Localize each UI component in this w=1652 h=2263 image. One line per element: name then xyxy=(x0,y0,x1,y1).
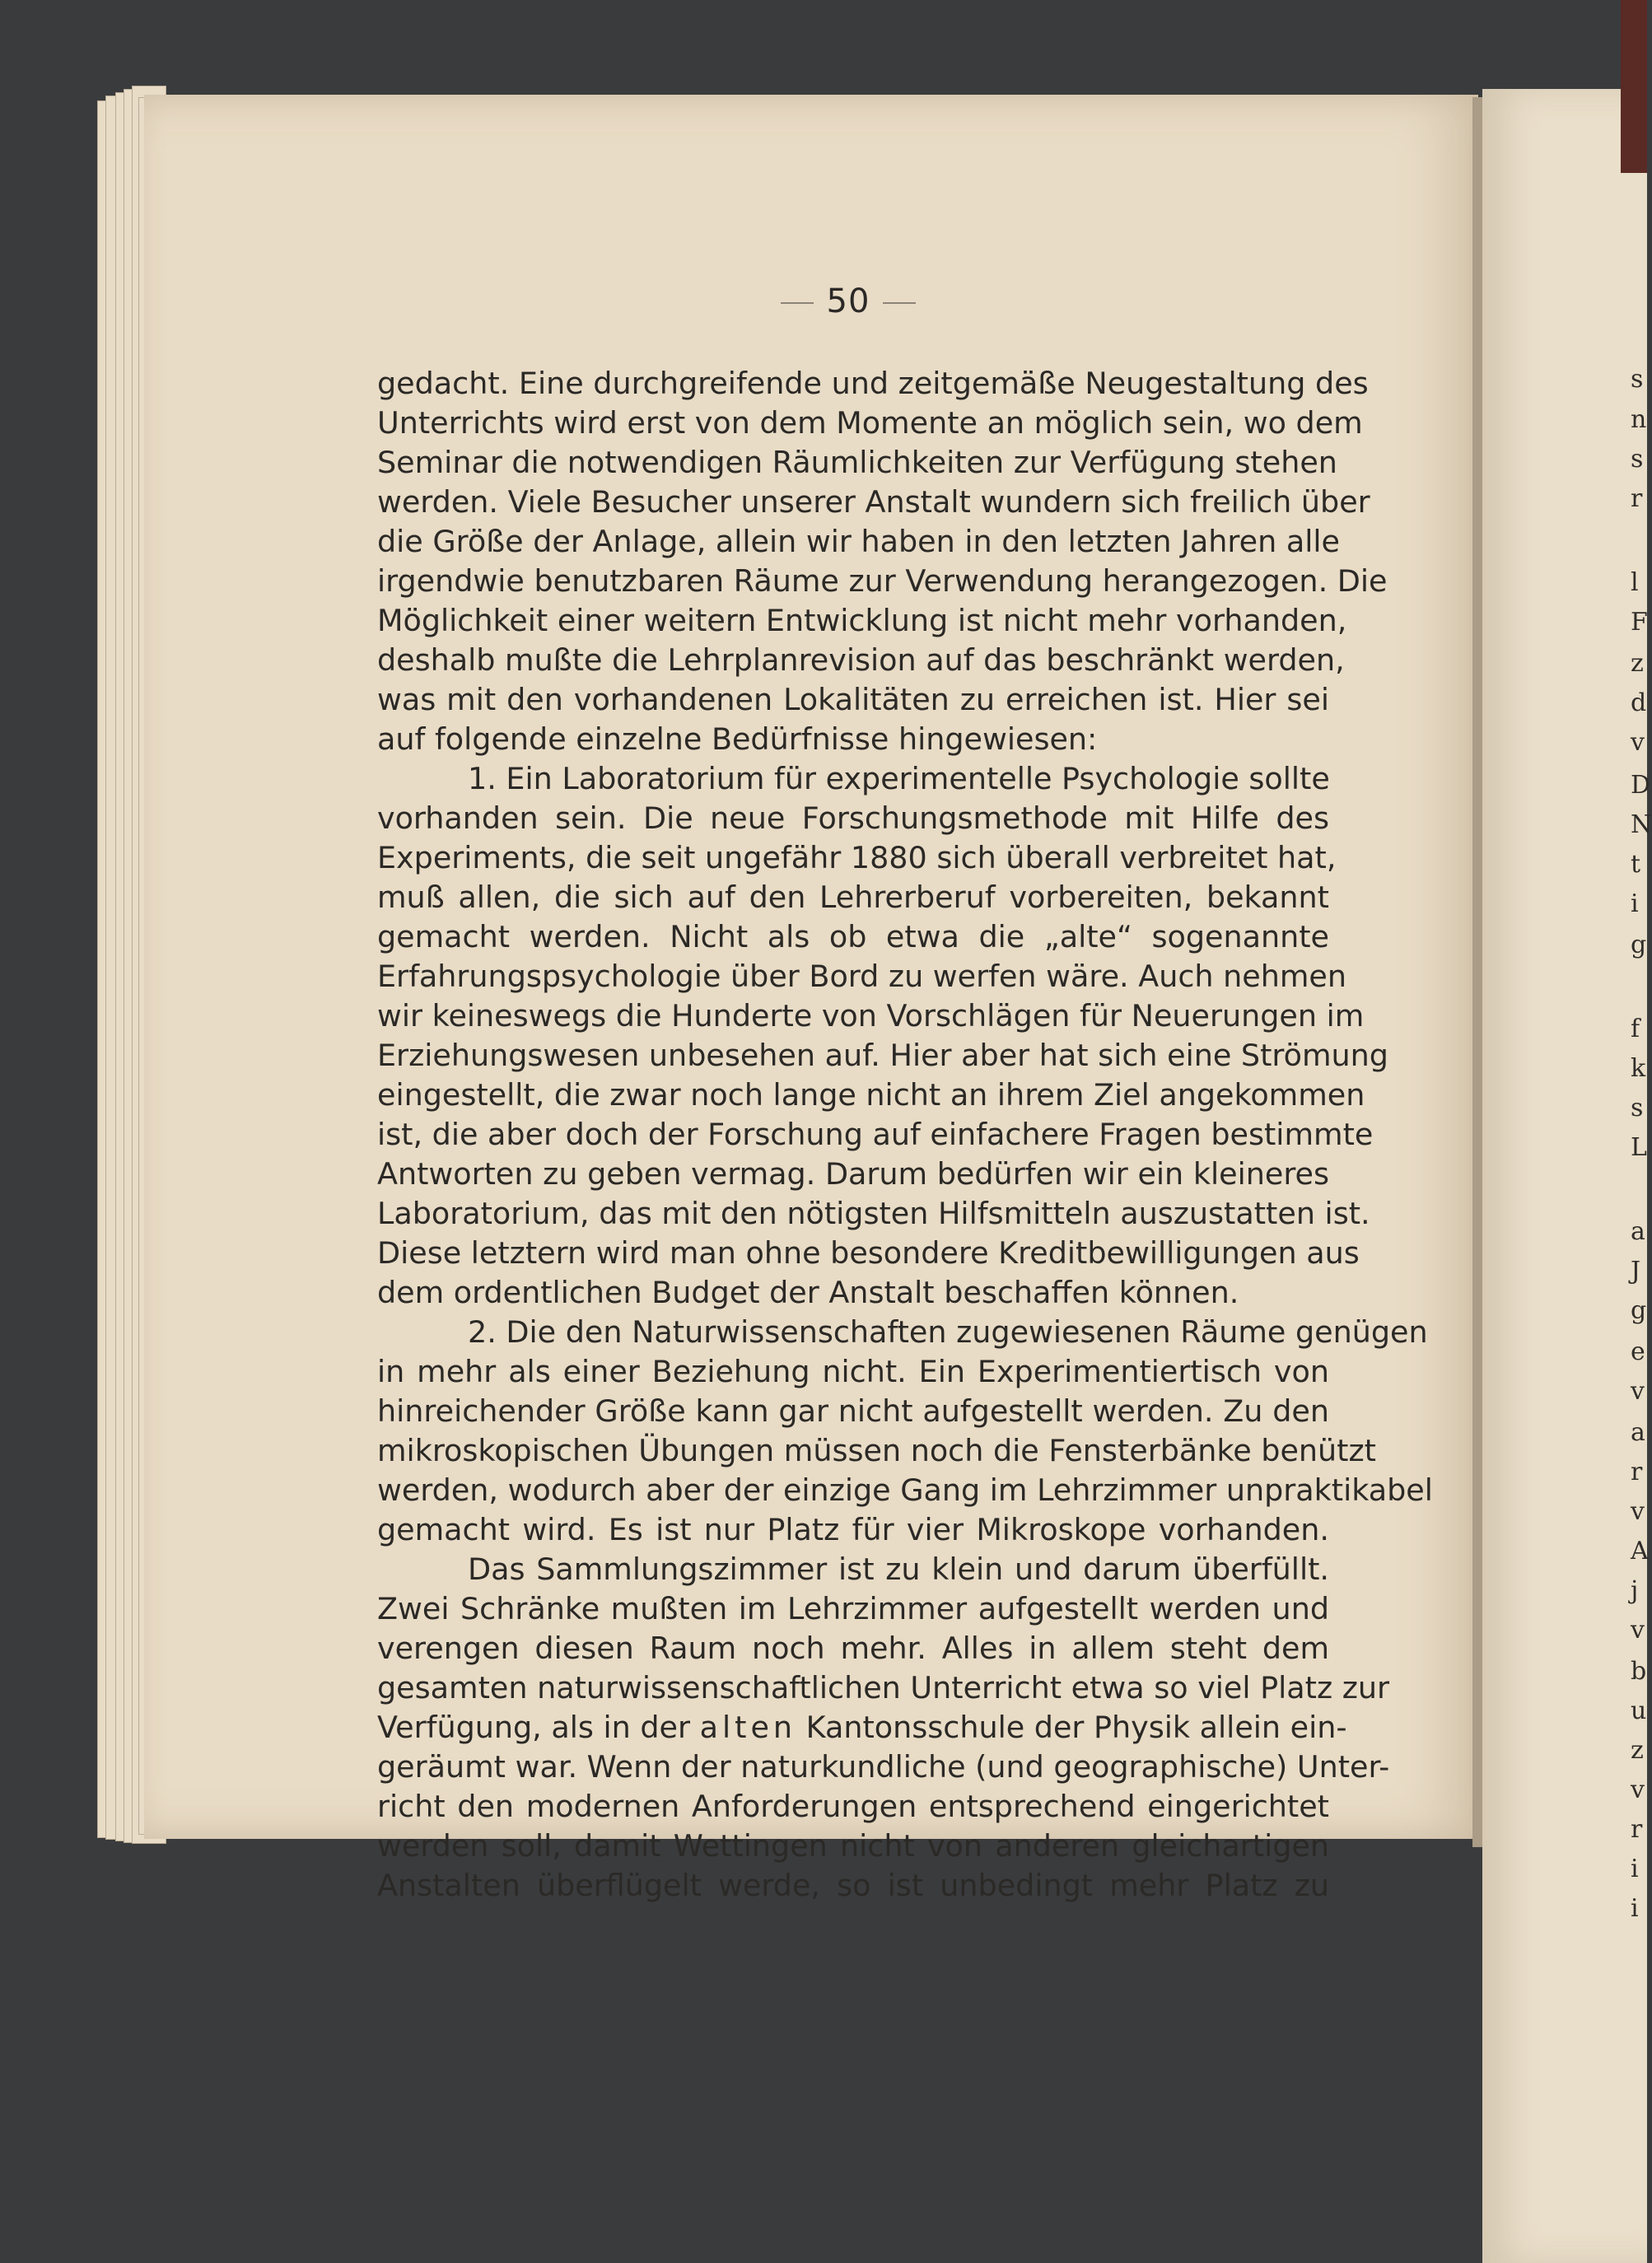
right-page-letter: r xyxy=(1631,1458,1643,1486)
dash-left xyxy=(781,302,814,304)
text-line: wir keineswegs die Hunderte von Vorschlägen für Neuerungen im xyxy=(377,998,1365,1034)
right-page-letter: a xyxy=(1631,1217,1645,1246)
text-line: werden, wodurch aber der einzige Gang im Lehrzimmer unpraktikabel xyxy=(377,1472,1433,1508)
text-line: richt den modernen Anforderungen entsprechend eingerichtet xyxy=(377,1789,1329,1824)
text-line: deshalb mußte die Lehrplanrevision auf das beschränkt werden, xyxy=(377,642,1345,678)
right-page-letter: j xyxy=(1631,1576,1639,1605)
text-line: Zwei Schränke mußten im Lehrzimmer aufgestellt werden und xyxy=(377,1591,1329,1626)
right-page-letter: v xyxy=(1631,1377,1645,1406)
right-page-letter: u xyxy=(1631,1696,1647,1725)
right-page-letter: r xyxy=(1631,1815,1643,1844)
page-number xyxy=(758,282,939,320)
binding-strip xyxy=(1621,0,1647,173)
right-page-letter: t xyxy=(1631,850,1641,879)
text-segment: Kantonsschule der Physik allein ein- xyxy=(796,1710,1347,1745)
text-line: Antworten zu geben vermag. Darum bedürfen wir ein kleineres xyxy=(377,1156,1329,1192)
right-page-letter: b xyxy=(1631,1657,1647,1686)
right-page-letter: e xyxy=(1631,1337,1645,1366)
text-line: eingestellt, die zwar noch lange nicht an ihrem Ziel angekommen xyxy=(377,1077,1365,1113)
text-line: gedacht. Eine durchgreifende und zeitgemäße Neugestaltung des xyxy=(377,366,1369,401)
right-page-edge xyxy=(1482,89,1652,2263)
text-line: in mehr als einer Beziehung nicht. Ein Experimentiertisch von xyxy=(377,1354,1329,1389)
right-page-letter: s xyxy=(1631,445,1644,474)
text-line: irgendwie benutzbaren Räume zur Verwendung herangezogen. Die xyxy=(377,563,1388,599)
right-page-letter: v xyxy=(1631,1616,1645,1645)
text-line: werden soll, damit Wettingen nicht von anderen gleichartigen xyxy=(377,1828,1329,1864)
body-text xyxy=(377,364,1433,1906)
text-line: auf folgende einzelne Bedürfnisse hingewiesen: xyxy=(377,721,1098,757)
right-page-letter: g xyxy=(1631,931,1647,959)
text-line: Das Sammlungszimmer ist zu klein und darum überfüllt. xyxy=(468,1551,1329,1587)
text-line: Erziehungswesen unbesehen auf. Hier aber hat sich eine Strömung xyxy=(377,1038,1388,1073)
right-page-letter: s xyxy=(1631,1094,1644,1122)
right-page-letter: f xyxy=(1631,1015,1640,1043)
right-page-letter: s xyxy=(1631,365,1644,394)
right-page-letter: A xyxy=(1631,1537,1649,1565)
page-number-text: 50 xyxy=(826,282,870,320)
right-page-letter: N xyxy=(1631,810,1652,839)
right-page-letter: k xyxy=(1631,1054,1646,1083)
right-page-letter: F xyxy=(1631,608,1648,637)
text-line: Erfahrungspsychologie über Bord zu werfen wäre. Auch nehmen xyxy=(377,959,1347,994)
right-page-letter: n xyxy=(1631,405,1647,434)
text-line: gemacht wird. Es ist nur Platz für vier Mikroskope vorhanden. xyxy=(377,1512,1329,1547)
right-page-letter: d xyxy=(1631,688,1647,717)
text-line: geräumt war. Wenn der naturkundliche (und geographische) Unter- xyxy=(377,1749,1390,1785)
right-page-letter: v xyxy=(1631,1497,1645,1526)
text-line: Unterrichts wird erst von dem Momente an möglich sein, wo dem xyxy=(377,405,1363,441)
text-line: die Größe der Anlage, allein wir haben in den letzten Jahren alle xyxy=(377,524,1340,559)
text-line: 1. Ein Laboratorium für experimentelle Psychologie sollte xyxy=(468,761,1330,796)
text-line: gesamten naturwissenschaftlichen Unterricht etwa so viel Platz zur xyxy=(377,1670,1390,1705)
right-page-letter: i xyxy=(1631,889,1639,918)
right-page-letter: l xyxy=(1631,568,1639,597)
text-line xyxy=(377,1708,1347,1747)
right-page-letter: z xyxy=(1631,1736,1644,1765)
text-line: werden. Viele Besucher unserer Anstalt wundern sich freilich über xyxy=(377,484,1370,520)
text-line: dem ordentlichen Budget der Anstalt beschaffen können. xyxy=(377,1275,1239,1310)
right-page-letter: v xyxy=(1631,1775,1645,1804)
right-page-letter: i xyxy=(1631,1894,1639,1923)
right-page-letter: L xyxy=(1631,1133,1647,1162)
spaced-word: alten xyxy=(699,1710,797,1745)
text-line: vorhanden sein. Die neue Forschungsmethode mit Hilfe des xyxy=(377,800,1329,836)
text-line: was mit den vorhandenen Lokalitäten zu erreichen ist. Hier sei xyxy=(377,682,1329,717)
text-line: verengen diesen Raum noch mehr. Alles in allem steht dem xyxy=(377,1631,1329,1666)
right-page-letter: g xyxy=(1631,1296,1647,1325)
right-page-letter: z xyxy=(1631,649,1644,678)
right-page-letter: D xyxy=(1631,771,1651,800)
right-page-letter: J xyxy=(1631,1257,1641,1285)
text-line: Möglichkeit einer weitern Entwicklung ist nicht mehr vorhanden, xyxy=(377,603,1347,638)
text-line: muß allen, die sich auf den Lehrerberuf vorbereiten, bekannt xyxy=(377,880,1329,915)
right-page-letter: v xyxy=(1631,728,1645,757)
text-line: Anstalten überflügelt werde, so ist unbedingt mehr Platz zu xyxy=(377,1868,1329,1903)
text-line: 2. Die den Naturwissenschaften zugewiesenen Räume genügen xyxy=(468,1314,1428,1350)
text-line: ist, die aber doch der Forschung auf einfachere Fragen bestimmte xyxy=(377,1117,1374,1152)
dash-right xyxy=(883,302,916,304)
text-segment: Verfügung, als in der xyxy=(377,1710,700,1745)
text-line: gemacht werden. Nicht als ob etwa die „alte“ sogenannte xyxy=(377,919,1329,954)
right-page-letter: i xyxy=(1631,1855,1639,1883)
text-line: Diese letztern wird man ohne besondere Kreditbewilligungen aus xyxy=(377,1235,1360,1271)
text-line: Laboratorium, das mit den nötigsten Hilfsmitteln auszustatten ist. xyxy=(377,1196,1370,1231)
text-line: mikroskopischen Übungen müssen noch die Fensterbänke benützt xyxy=(377,1433,1376,1468)
text-line: hinreichender Größe kann gar nicht aufgestellt werden. Zu den xyxy=(377,1393,1329,1429)
text-line: Experiments, die seit ungefähr 1880 sich überall verbreitet hat, xyxy=(377,840,1337,875)
text-line: Seminar die notwendigen Räumlichkeiten zur Verfügung stehen xyxy=(377,445,1337,480)
right-page-letter: a xyxy=(1631,1418,1645,1447)
right-page-letter: r xyxy=(1631,484,1643,513)
